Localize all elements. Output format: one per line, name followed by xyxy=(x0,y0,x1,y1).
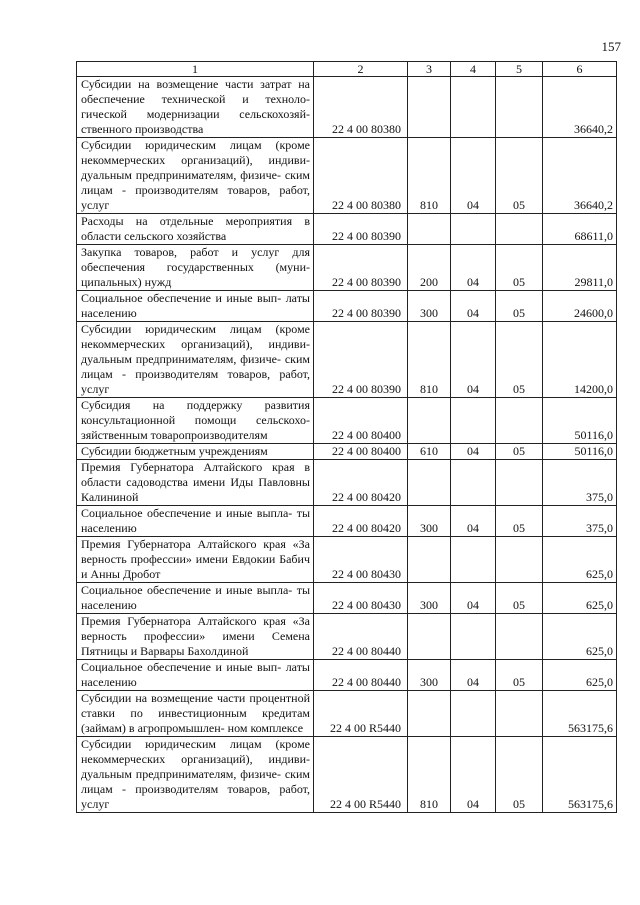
table-row xyxy=(77,245,617,291)
table-row xyxy=(77,77,617,138)
header-row xyxy=(77,62,617,77)
expense-type-code-cell: 300 xyxy=(408,660,451,691)
amount-cell: 24600,0 xyxy=(543,291,617,322)
expense-name-line: Премия Губернатора Алтайского края xyxy=(81,614,286,628)
expense-type-code-cell xyxy=(408,398,451,444)
target-article-code-cell: 22 4 00 80390 xyxy=(314,245,408,291)
target-article-code-cell: 22 4 00 80390 xyxy=(314,322,408,398)
amount-cell: 563175,6 xyxy=(543,737,617,813)
section-code-cell: 04 xyxy=(451,138,496,214)
subsection-code-cell xyxy=(496,214,543,245)
column-header-4: 4 xyxy=(451,62,496,77)
section-code-cell: 04 xyxy=(451,444,496,460)
subsection-code-cell xyxy=(496,77,543,138)
target-article-code-cell: 22 4 00 80430 xyxy=(314,583,408,614)
expense-name-line: ты населению xyxy=(81,583,311,612)
expense-name-line: «За верность профессии» имени Семена xyxy=(81,614,310,643)
amount-cell: 50116,0 xyxy=(543,398,617,444)
expense-name-line: некоммерческих организаций), индиви- xyxy=(81,337,310,351)
amount-cell: 50116,0 xyxy=(543,444,617,460)
expense-type-code-cell xyxy=(408,77,451,138)
expense-type-code-cell xyxy=(408,214,451,245)
expense-name-line: ном комплексе xyxy=(227,721,304,735)
table-row xyxy=(77,506,617,537)
expense-type-code-cell xyxy=(408,691,451,737)
page-number: 157 xyxy=(601,39,621,54)
target-article-code-cell: 22 4 00 80380 xyxy=(314,138,408,214)
table-row xyxy=(77,583,617,614)
expense-name-cell xyxy=(77,444,314,460)
expense-name-line: процентной ставки по инвестиционным xyxy=(81,691,310,720)
expense-name-line: зяйственным товаропроизводителям xyxy=(81,428,268,442)
column-header-1: 1 xyxy=(77,62,314,77)
subsection-code-cell: 05 xyxy=(496,506,543,537)
expense-name-line: некоммерческих организаций), индиви- xyxy=(81,752,310,766)
expense-type-code-cell: 810 xyxy=(408,138,451,214)
expense-type-code-cell: 300 xyxy=(408,583,451,614)
table-row xyxy=(77,660,617,691)
expense-name-cell xyxy=(77,660,314,691)
expense-name-line: работ, услуг xyxy=(81,183,311,212)
target-article-code-cell: 22 4 00 80390 xyxy=(314,291,408,322)
section-code-cell xyxy=(451,398,496,444)
expense-name-line: кредитам (займам) в агропромышлен- xyxy=(81,706,310,735)
amount-cell: 375,0 xyxy=(543,460,617,506)
expense-name-line: Субсидии юридическим лицам (кроме xyxy=(81,322,310,336)
expense-name-cell xyxy=(77,291,314,322)
budget-table xyxy=(76,61,617,813)
expense-type-code-cell: 200 xyxy=(408,245,451,291)
table-body xyxy=(77,77,617,813)
subsection-code-cell: 05 xyxy=(496,444,543,460)
table-row xyxy=(77,614,617,660)
subsection-code-cell xyxy=(496,691,543,737)
expense-name-line: Субсидии на возмещение части затрат xyxy=(81,77,292,91)
expense-name-cell xyxy=(77,506,314,537)
amount-cell: 625,0 xyxy=(543,537,617,583)
expense-name-cell xyxy=(77,214,314,245)
expense-name-line: дуальным предпринимателям, физиче- xyxy=(81,168,281,182)
expense-name-cell xyxy=(77,322,314,398)
section-code-cell xyxy=(451,537,496,583)
target-article-code-cell: 22 4 00 80440 xyxy=(314,660,408,691)
column-header-2: 2 xyxy=(314,62,408,77)
amount-cell: 36640,2 xyxy=(543,77,617,138)
expense-name-cell xyxy=(77,138,314,214)
target-article-code-cell: 22 4 00 R5440 xyxy=(314,691,408,737)
expense-type-code-cell: 810 xyxy=(408,737,451,813)
expense-name-line: Премия Губернатора Алтайского края xyxy=(81,537,286,551)
section-code-cell: 04 xyxy=(451,583,496,614)
expense-name-line: обеспечения государственных (муни- xyxy=(81,260,310,274)
amount-cell: 625,0 xyxy=(543,583,617,614)
expense-type-code-cell: 300 xyxy=(408,506,451,537)
subsection-code-cell xyxy=(496,537,543,583)
expense-name-line: в области садоводства имени Иды xyxy=(81,460,310,489)
table-row xyxy=(77,691,617,737)
expense-name-line: дуальным предпринимателям, физиче- xyxy=(81,352,281,366)
expense-type-code-cell: 810 xyxy=(408,322,451,398)
target-article-code-cell: 22 4 00 R5440 xyxy=(314,737,408,813)
expense-name-line: консультационной помощи сельскохо- xyxy=(81,413,310,427)
expense-type-code-cell: 610 xyxy=(408,444,451,460)
expense-name-cell xyxy=(77,460,314,506)
target-article-code-cell: 22 4 00 80400 xyxy=(314,444,408,460)
section-code-cell xyxy=(451,77,496,138)
column-header-5: 5 xyxy=(496,62,543,77)
expense-name-cell xyxy=(77,77,314,138)
expense-name-line: некоммерческих организаций), индиви- xyxy=(81,153,310,167)
expense-name-line: Субсидия на поддержку развития xyxy=(81,398,310,412)
expense-name-line: Евдокии Бабич и Анны Дробот xyxy=(81,552,310,581)
expense-name-line: ским лицам - производителям товаров, xyxy=(81,767,311,796)
expense-type-code-cell: 300 xyxy=(408,291,451,322)
expense-name-line: ским лицам - производителям товаров, xyxy=(81,168,311,197)
column-header-3: 3 xyxy=(408,62,451,77)
expense-type-code-cell xyxy=(408,537,451,583)
expense-name-line: латы населению xyxy=(81,291,310,320)
amount-cell: 625,0 xyxy=(543,614,617,660)
section-code-cell: 04 xyxy=(451,322,496,398)
expense-name-line: Расходы на отдельные мероприятия в xyxy=(81,214,310,228)
expense-name-cell xyxy=(77,398,314,444)
subsection-code-cell: 05 xyxy=(496,291,543,322)
section-code-cell: 04 xyxy=(451,291,496,322)
expense-name-line: «За верность профессии» имени xyxy=(81,537,310,566)
section-code-cell: 04 xyxy=(451,737,496,813)
expense-name-line: ципальных) нужд xyxy=(81,275,172,289)
expense-name-line: Социальное обеспечение и иные вып- xyxy=(81,291,282,305)
expense-name-line: ским лицам - производителям товаров, xyxy=(81,352,311,381)
table-row xyxy=(77,138,617,214)
subsection-code-cell: 05 xyxy=(496,138,543,214)
expense-name-line: области сельского хозяйства xyxy=(81,229,227,243)
table-row xyxy=(77,444,617,460)
table-row xyxy=(77,460,617,506)
subsection-code-cell: 05 xyxy=(496,737,543,813)
target-article-code-cell: 22 4 00 80420 xyxy=(314,460,408,506)
expense-name-cell xyxy=(77,583,314,614)
expense-name-line: ственного производства xyxy=(81,122,204,136)
amount-cell: 68611,0 xyxy=(543,214,617,245)
subsection-code-cell: 05 xyxy=(496,322,543,398)
amount-cell: 563175,6 xyxy=(543,691,617,737)
table-row xyxy=(77,398,617,444)
expense-name-cell xyxy=(77,737,314,813)
expense-name-line: Павловны Калининой xyxy=(81,475,310,504)
target-article-code-cell: 22 4 00 80400 xyxy=(314,398,408,444)
target-article-code-cell: 22 4 00 80440 xyxy=(314,614,408,660)
expense-name-cell xyxy=(77,537,314,583)
expense-name-line: латы населению xyxy=(81,660,310,689)
section-code-cell xyxy=(451,614,496,660)
target-article-code-cell: 22 4 00 80380 xyxy=(314,77,408,138)
target-article-code-cell: 22 4 00 80420 xyxy=(314,506,408,537)
expense-name-line: Субсидии юридическим лицам (кроме xyxy=(81,138,310,152)
expense-type-code-cell xyxy=(408,460,451,506)
table-row xyxy=(77,737,617,813)
expense-name-cell xyxy=(77,614,314,660)
expense-name-line: Субсидии бюджетным учреждениям xyxy=(81,444,268,458)
table-row xyxy=(77,291,617,322)
table-row xyxy=(77,322,617,398)
section-code-cell xyxy=(451,214,496,245)
expense-name-line: работ, услуг xyxy=(81,367,311,396)
table-row xyxy=(77,537,617,583)
section-code-cell xyxy=(451,691,496,737)
expense-name-line: Социальное обеспечение и иные вып- xyxy=(81,660,282,674)
section-code-cell xyxy=(451,460,496,506)
expense-type-code-cell xyxy=(408,614,451,660)
subsection-code-cell xyxy=(496,398,543,444)
expense-name-line: гической модернизации сельскохозяй- xyxy=(81,107,310,121)
amount-cell: 36640,2 xyxy=(543,138,617,214)
column-header-6: 6 xyxy=(543,62,617,77)
expense-name-line: работ, услуг xyxy=(81,782,311,811)
target-article-code-cell: 22 4 00 80430 xyxy=(314,537,408,583)
expense-name-line: Социальное обеспечение и иные выпла- xyxy=(81,506,293,520)
expense-name-line: ты населению xyxy=(81,506,311,535)
expense-name-line: Пятницы и Варвары Бахолдиной xyxy=(81,644,249,658)
expense-name-line: Субсидии юридическим лицам (кроме xyxy=(81,737,310,751)
amount-cell: 625,0 xyxy=(543,660,617,691)
expense-name-line: Премия Губернатора Алтайского края xyxy=(81,460,295,474)
subsection-code-cell: 05 xyxy=(496,660,543,691)
target-article-code-cell: 22 4 00 80390 xyxy=(314,214,408,245)
amount-cell: 14200,0 xyxy=(543,322,617,398)
expense-name-cell xyxy=(77,691,314,737)
expense-name-line: на обеспечение технической и техноло- xyxy=(81,77,310,106)
section-code-cell: 04 xyxy=(451,245,496,291)
subsection-code-cell xyxy=(496,614,543,660)
expense-name-line: дуальным предпринимателям, физиче- xyxy=(81,767,281,781)
subsection-code-cell xyxy=(496,460,543,506)
subsection-code-cell: 05 xyxy=(496,583,543,614)
expense-name-line: Субсидии на возмещение части xyxy=(81,691,246,705)
amount-cell: 29811,0 xyxy=(543,245,617,291)
section-code-cell: 04 xyxy=(451,660,496,691)
amount-cell: 375,0 xyxy=(543,506,617,537)
expense-name-cell xyxy=(77,245,314,291)
subsection-code-cell: 05 xyxy=(496,245,543,291)
table-row xyxy=(77,214,617,245)
expense-name-line: Закупка товаров, работ и услуг для xyxy=(81,245,310,259)
expense-name-line: Социальное обеспечение и иные выпла- xyxy=(81,583,293,597)
section-code-cell: 04 xyxy=(451,506,496,537)
